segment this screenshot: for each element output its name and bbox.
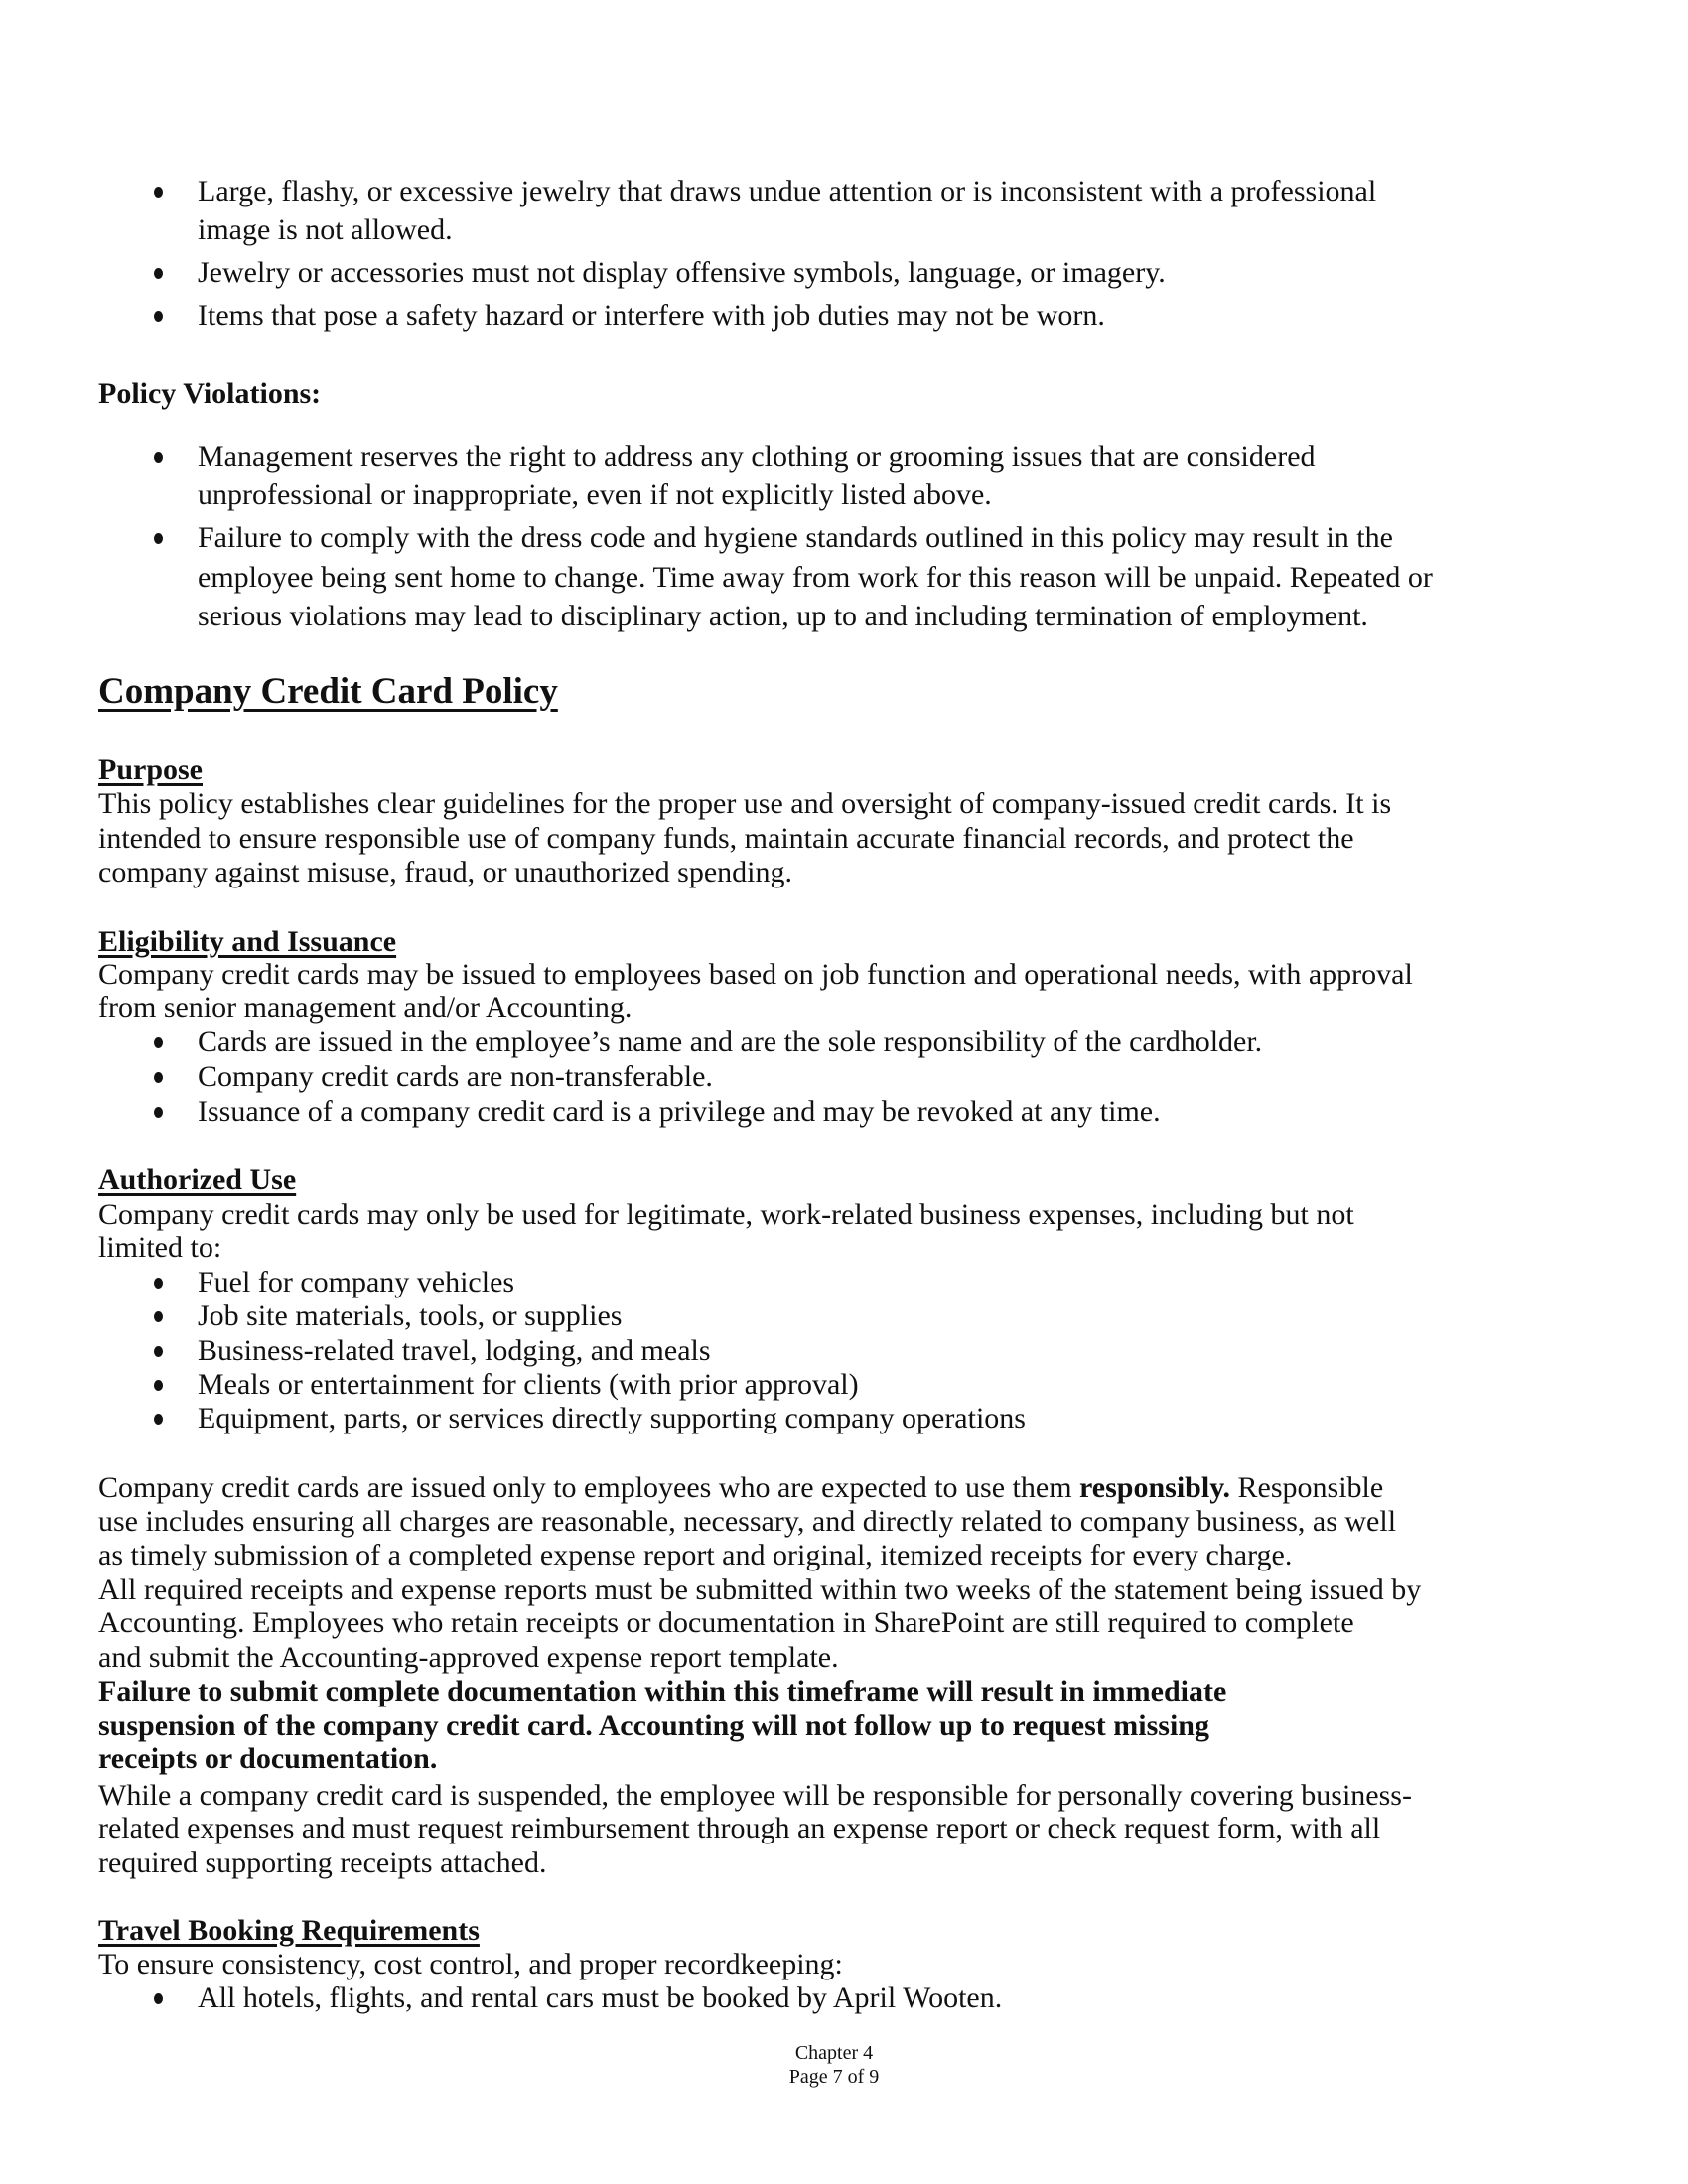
warning-line: suspension of the company credit card. Accounting will not follow up to request missing bbox=[98, 1709, 1209, 1742]
bullet-icon bbox=[154, 1346, 163, 1357]
section-heading-eligibility: Eligibility and Issuance bbox=[98, 925, 397, 958]
section-heading: Policy Violations: bbox=[98, 377, 322, 410]
bullet-icon bbox=[154, 1311, 163, 1322]
paragraph-line: related expenses and must request reimbursement through an expense report or check request form, with all bbox=[98, 1812, 1381, 1844]
list-item-text: Business-related travel, lodging, and meals bbox=[198, 1334, 711, 1367]
section-heading-travel: Travel Booking Requirements bbox=[98, 1914, 480, 1947]
warning-line: receipts or documentation. bbox=[98, 1742, 438, 1775]
list-item-text: Failure to comply with the dress code and hygiene standards outlined in this policy may result in the bbox=[198, 521, 1393, 554]
bullet-icon bbox=[154, 1278, 163, 1289]
paragraph-line: Accounting. Employees who retain receipts or documentation in SharePoint are still required to complete bbox=[98, 1606, 1354, 1639]
paragraph-line: Company credit cards may be issued to employees based on job function and operational needs, with approval bbox=[98, 958, 1413, 991]
bullet-icon bbox=[154, 1072, 163, 1083]
bullet-icon bbox=[154, 268, 163, 279]
list-item-text: Company credit cards are non-transferable. bbox=[198, 1060, 713, 1093]
paragraph-line: required supporting receipts attached. bbox=[98, 1846, 547, 1879]
list-item-text: Jewelry or accessories must not display offensive symbols, language, or imagery. bbox=[198, 256, 1166, 289]
paragraph-line: company against misuse, fraud, or unauthorized spending. bbox=[98, 856, 792, 888]
list-item-text: unprofessional or inappropriate, even if not explicitly listed above. bbox=[198, 478, 992, 511]
paragraph-line: To ensure consistency, cost control, and proper recordkeeping: bbox=[98, 1948, 843, 1980]
list-item-text: image is not allowed. bbox=[198, 213, 453, 246]
paragraph-line: intended to ensure responsible use of company funds, maintain accurate financial records, and protect the bbox=[98, 822, 1354, 855]
paragraph-line: as timely submission of a completed expense report and original, itemized receipts for every charge. bbox=[98, 1539, 1293, 1571]
list-item-text: Meals or entertainment for clients (with prior approval) bbox=[198, 1368, 859, 1401]
list-item-text: Items that pose a safety hazard or interfere with job duties may not be worn. bbox=[198, 299, 1105, 332]
bullet-icon bbox=[154, 187, 163, 198]
emphasis-text: responsibly. bbox=[1079, 1471, 1231, 1504]
paragraph-line: This policy establishes clear guidelines for the proper use and oversight of company-issued credit cards. It is bbox=[98, 787, 1392, 820]
bullet-icon bbox=[154, 1414, 163, 1425]
list-item-text: employee being sent home to change. Time away from work for this reason will be unpaid. Repeated or bbox=[198, 561, 1433, 594]
paragraph-line: use includes ensuring all charges are reasonable, necessary, and directly related to company business, as well bbox=[98, 1505, 1397, 1538]
list-item-text: Equipment, parts, or services directly supporting company operations bbox=[198, 1402, 1026, 1434]
bullet-icon bbox=[154, 1993, 163, 2004]
bullet-icon bbox=[154, 311, 163, 322]
list-item-text: Large, flashy, or excessive jewelry that draws undue attention or is inconsistent with a professional bbox=[198, 175, 1377, 207]
list-item-text: Issuance of a company credit card is a privilege and may be revoked at any time. bbox=[198, 1095, 1161, 1128]
list-item-text: serious violations may lead to disciplinary action, up to and including termination of employment. bbox=[198, 600, 1368, 632]
text: Responsible bbox=[1230, 1471, 1384, 1504]
warning-line: Failure to submit complete documentation within this timeframe will result in immediate bbox=[98, 1675, 1227, 1707]
text: Company credit cards are issued only to employees who are expected to use them bbox=[98, 1471, 1080, 1504]
list-item-text: All hotels, flights, and rental cars must be booked by April Wooten. bbox=[198, 1981, 1003, 2014]
bullet-icon bbox=[154, 1037, 163, 1048]
paragraph-line: from senior management and/or Accounting. bbox=[98, 991, 633, 1024]
list-item-text: Management reserves the right to address any clothing or grooming issues that are considered bbox=[198, 440, 1316, 473]
paragraph-line: and submit the Accounting-approved expense report template. bbox=[98, 1641, 839, 1674]
bullet-icon bbox=[154, 533, 163, 544]
paragraph-line: All required receipts and expense reports must be submitted within two weeks of the statement being issued by bbox=[98, 1573, 1422, 1606]
paragraph-line: limited to: bbox=[98, 1231, 222, 1264]
footer-page-number: Page 7 of 9 bbox=[788, 2066, 880, 2088]
list-item-text: Cards are issued in the employee’s name and are the sole responsibility of the cardholder. bbox=[198, 1025, 1263, 1058]
section-heading-authorized-use: Authorized Use bbox=[98, 1163, 297, 1196]
bullet-icon bbox=[154, 1380, 163, 1391]
list-item-text: Fuel for company vehicles bbox=[198, 1266, 515, 1298]
bullet-icon bbox=[154, 1107, 163, 1118]
list-item-text: Job site materials, tools, or supplies bbox=[198, 1299, 623, 1332]
page-title: Company Credit Card Policy bbox=[98, 671, 558, 712]
bullet-icon bbox=[154, 452, 163, 463]
paragraph-line: Company credit cards may only be used for legitimate, work-related business expenses, including but not bbox=[98, 1198, 1354, 1231]
paragraph-line bbox=[98, 1471, 1383, 1505]
section-heading-purpose: Purpose bbox=[98, 753, 203, 786]
footer-chapter: Chapter 4 bbox=[794, 2042, 874, 2064]
paragraph-line: While a company credit card is suspended, the employee will be responsible for personally covering business- bbox=[98, 1779, 1412, 1812]
